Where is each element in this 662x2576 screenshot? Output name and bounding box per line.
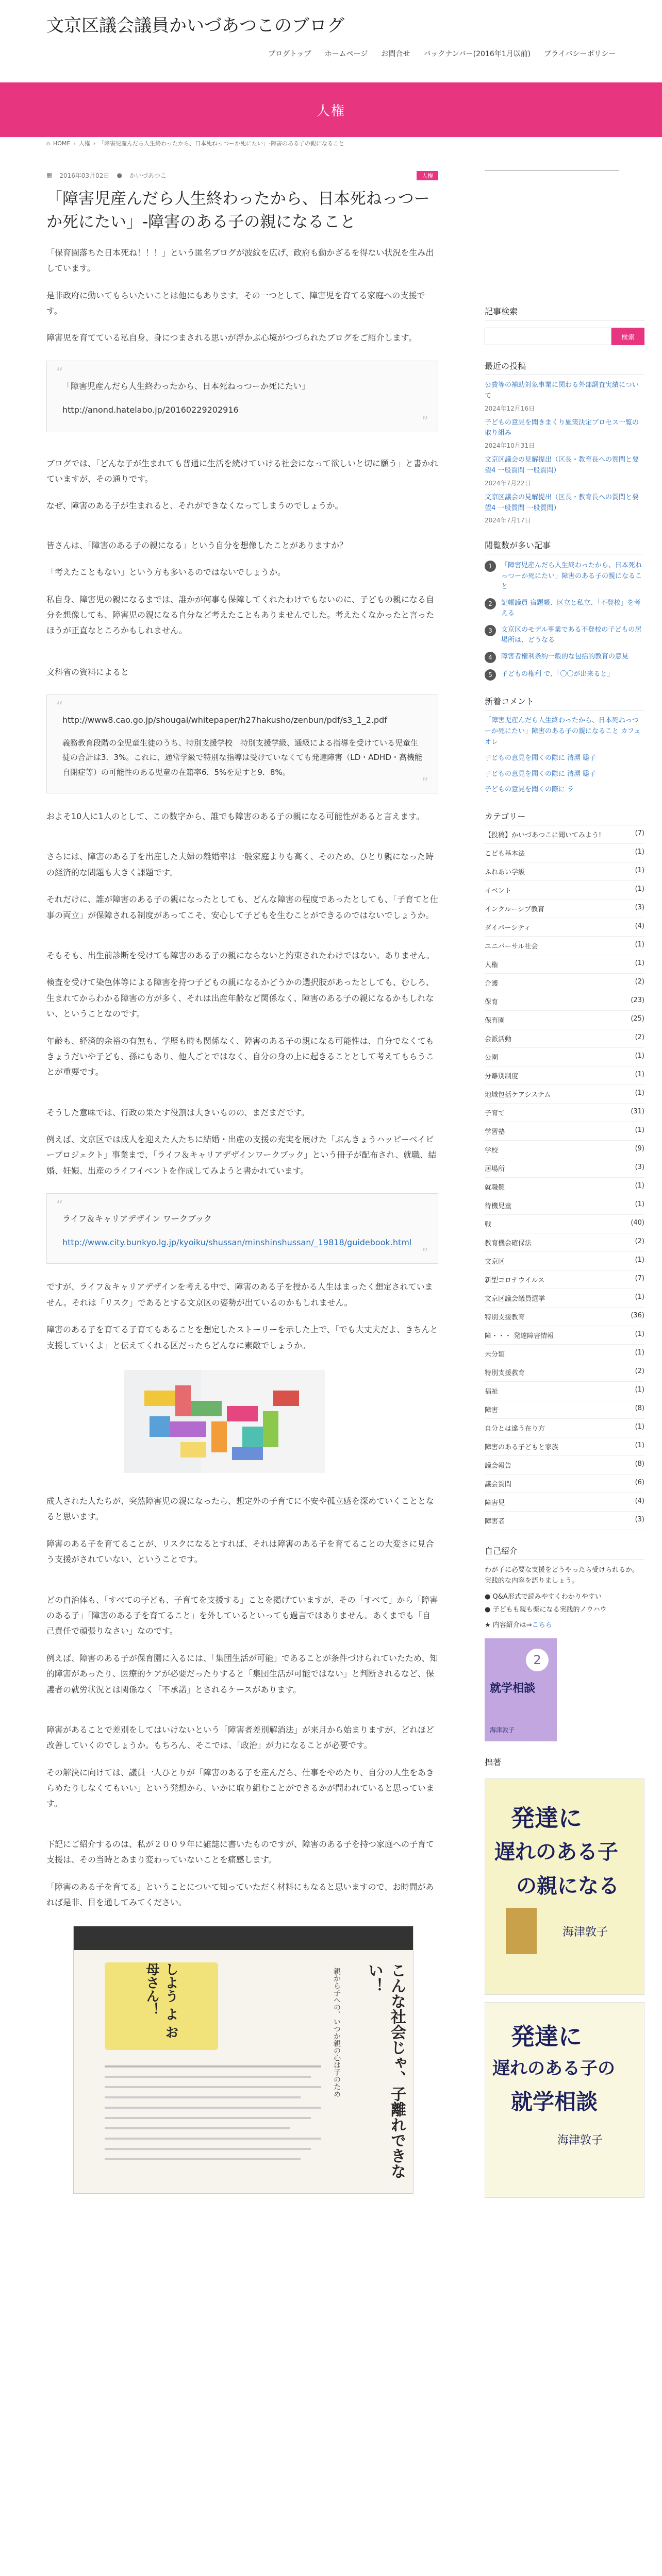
category-count: (1)	[635, 1442, 644, 1450]
category-name: イベント	[485, 887, 512, 895]
workbook-link[interactable]: http://www.city.bunkyo.lg.jp/kyoiku/shussan/minshinshussan/_19818/guidebook.html	[62, 1237, 412, 1247]
paragraph: 是非政府に動いてもらいたいことは他にもあります。その一つとして、障害児を育てる家庭への支援です。	[46, 290, 425, 316]
text-line	[105, 2086, 321, 2088]
category-name: 福祉	[485, 1388, 499, 1396]
category-list	[485, 825, 644, 1530]
category-item[interactable]	[485, 1345, 644, 1363]
paragraph: 私自身、障害児の親になるまでは、誰かが何事も保障してくれたわけでもないのに、子どもの親になる自分を想像しても、障害児の親になる自分など考えたこともありませんでした。考えたくなかったと言ったほうが正直なところかもしれません。	[46, 594, 435, 636]
category-name: 障・・・ 発達障害情報	[485, 1332, 554, 1341]
sidebar	[485, 170, 644, 2198]
category-count: (1)	[635, 959, 644, 968]
category-name: 子育て	[485, 1110, 505, 1118]
category-count: (31)	[631, 1108, 644, 1116]
blockquote	[46, 694, 438, 793]
category-count: (1)	[635, 941, 644, 949]
recent-post-date: 2024年7月17日	[485, 517, 531, 524]
category-count: (23)	[631, 996, 644, 1005]
ranking-item[interactable]	[485, 561, 644, 591]
intro-list-text: 子どもも親も楽になる実践的ノウハウ	[492, 1605, 607, 1614]
ranking-item[interactable]	[485, 652, 644, 663]
breadcrumb-category[interactable]: 人権	[78, 140, 90, 147]
category-count: (9)	[635, 1145, 644, 1153]
rank-number: 5	[485, 669, 496, 681]
category-item[interactable]	[485, 1233, 644, 1252]
paragraph: 皆さんは、「障害のある子の親になる」という自分を想像したことがありますか？	[46, 540, 348, 550]
ranking-item[interactable]	[485, 598, 644, 619]
category-item[interactable]	[485, 937, 644, 955]
magazine-caption: しよう よ お母さん！	[105, 1962, 218, 2050]
book-author: 海津敦子	[562, 1926, 608, 1939]
recent-posts-title: 最近の投稿	[485, 360, 644, 375]
category-item[interactable]	[485, 900, 644, 918]
category-name: 人権	[485, 961, 499, 970]
category-name: 保育園	[485, 1017, 505, 1025]
category-count: (1)	[635, 1200, 644, 1209]
intro-list-text: Q&A形式で読みやすくわかりやすい	[492, 1592, 602, 1601]
book-title: 遅れのある子	[494, 1840, 618, 1865]
category-count: (40)	[631, 1219, 644, 1227]
post-meta	[46, 170, 438, 180]
category-count: (2)	[635, 1033, 644, 1042]
text-line	[105, 2158, 301, 2160]
recent-post-date: 2024年10月31日	[485, 442, 535, 450]
category-count: (1)	[635, 1071, 644, 1079]
book-cover-small[interactable]	[485, 1638, 557, 1741]
ranking-link[interactable]: 文京区のモデル事業である不登校の子どもの居場所は、どうなる	[501, 626, 642, 645]
category-item[interactable]	[485, 1159, 644, 1178]
category-name: 会派活動	[485, 1036, 512, 1044]
quote-open-icon: “	[56, 699, 63, 715]
category-item[interactable]	[485, 1382, 644, 1400]
category-name: 議会質問	[485, 1481, 512, 1489]
category-item[interactable]	[485, 1048, 644, 1066]
user-icon: ●	[117, 172, 122, 179]
category-name: 特別支援教育	[485, 1369, 525, 1378]
category-item[interactable]	[485, 1215, 644, 1233]
category-item[interactable]	[485, 1085, 644, 1104]
category-name: 介護	[485, 980, 499, 988]
paragraph: 年齢も、経済的余裕の有無も、学歴も時も関係なく、障害のある子の親になる可能性は、自分でなくてもきょうだいや子ども、孫にもあり、他人ごとではなく、自分の身の上に起きることとして考えてもらうことが重要です。	[46, 1036, 434, 1077]
quote-text: ライフ＆キャリアデザイン ワークブック	[62, 1214, 212, 1224]
paragraph: 成人された人たちが、突然障害児の親になったら、想定外の子育てに不安や孤立感を深めていくこととなると思います。	[46, 1496, 435, 1522]
category-name: 就職難	[485, 1184, 505, 1192]
category-item[interactable]	[485, 844, 644, 862]
category-item[interactable]	[485, 1363, 644, 1382]
book-author: 海津敦子	[490, 1726, 515, 1734]
category-name: 障害	[485, 1406, 499, 1415]
intro-link-row	[485, 1620, 644, 1631]
post-author[interactable]: かいづあつこ	[129, 172, 167, 179]
category-count: (3)	[635, 904, 644, 912]
paragraph: そもそも、出生前診断を受けても障害のある子の親にならないと約束されたわけではない。ありません。	[46, 950, 435, 960]
paragraph: ですが、ライフ＆キャリアデザインを考える中で、障害のある子を授かる人生はまったく想定されていません。それは「リスク」であるとする文京区の姿勢が出ているのかもしれません。	[46, 1282, 433, 1308]
calendar-icon: ▦	[46, 172, 53, 179]
category-name: 居場所	[485, 1165, 505, 1174]
category-item[interactable]	[485, 1400, 644, 1419]
toy-blocks-image	[46, 1370, 438, 1473]
paragraph: およそ10人に1人のとして、この数字から、誰でも障害のある子の親になる可能性があると言えます。	[46, 811, 424, 822]
quote-open-icon: “	[56, 365, 63, 381]
intro-list-item: ● Q&A形式で読みやすくわかりやすい	[485, 1592, 602, 1601]
toy-blocks-illustration	[46, 1370, 438, 1473]
comments-title: 新着コメント	[485, 695, 644, 710]
category-name: 文京区議会議員選挙	[485, 1295, 545, 1303]
category-name: 分離別制度	[485, 1073, 519, 1081]
category-hero	[0, 82, 662, 137]
category-item[interactable]	[485, 1475, 644, 1493]
recent-post-link[interactable]: 文京区議会の見解提出（区長・教育長への質問と要望4 一般質問 一般質問）	[485, 493, 639, 512]
category-item[interactable]	[485, 1104, 644, 1122]
quote-close-icon: ”	[421, 775, 428, 791]
comment-link[interactable]: 「障害児産んだら人生終わったから、日本死ねっつーか死にたい」障害のある子の親になること カフェオレ	[485, 717, 641, 746]
text-line	[105, 2117, 311, 2119]
category-item[interactable]	[485, 1419, 644, 1437]
category-count: (1)	[635, 885, 644, 893]
category-item[interactable]	[485, 1270, 644, 1289]
category-count: (36)	[631, 1312, 644, 1320]
home-icon: ⌂	[46, 140, 50, 147]
category-item[interactable]	[485, 1196, 644, 1215]
category-count: (8)	[635, 1404, 644, 1413]
paragraph: 障害児を育てている私自身、身につまされる思いが浮かぶ心境がつづられたブログをご紹介します。	[46, 333, 417, 343]
paragraph: その解決に向けては、議員一人ひとりが「障害のある子を産んだら、仕事をやめたり、自分の人生をあきらめたりしなくてもいい」という発想から、いかに取り組むことができるかが問われていると思っています。	[46, 1767, 435, 1809]
paragraph: 「考えたこともない」という方も多いるのではないでしょうか。	[46, 567, 286, 578]
intro-link-label: ★ 内容紹介は⇒	[485, 1621, 532, 1630]
intro-link[interactable]: こちら	[532, 1621, 552, 1630]
category-name: ユニバーサル社会	[485, 943, 538, 951]
text-line	[105, 2107, 321, 2109]
category-count: (1)	[635, 1386, 644, 1394]
category-count: (3)	[635, 1516, 644, 1524]
category-count: (1)	[635, 1330, 644, 1338]
category-count: (3)	[635, 1163, 644, 1172]
book-photo	[506, 1908, 537, 1954]
text-line	[105, 2096, 301, 2098]
ranking-link[interactable]: 記帳議員 宿題帳、区立と私立、「不登校」を考える	[501, 599, 641, 617]
chevron-right-icon: ›	[73, 140, 76, 147]
text-line	[105, 2127, 290, 2129]
category-item[interactable]	[485, 1326, 644, 1345]
intro-title: 自己紹介	[485, 1545, 644, 1560]
chevron-right-icon: ›	[93, 140, 96, 147]
quote-close-icon: ”	[421, 1246, 428, 1262]
category-name: 特別支援教育	[485, 1314, 525, 1322]
search-title: 記事検索	[485, 305, 644, 320]
recent-post-link[interactable]: 文京区議会の見解提出（区長・教育長への質問と要望4 一般質問 一般質問）	[485, 456, 639, 474]
category-name: ふれあい学級	[485, 869, 525, 877]
paragraph: 障害のある子を育てる子育てもあることを想定したストーリーを示した上で、「でも大丈夫だよ、きちんと支援していくよ」と伝えてくれる区だったらどんなに素敵でしょうか。	[46, 1325, 438, 1350]
paragraph: どの自治体も、「すべての子ども、子育てを支援する」ことを掲げていますが、その「すべて」から「障害のある子」「障害のある子を育てること」を外しているといっても過言ではありません。あくまでも「自己責任で頑張りなさい」なのです。	[46, 1595, 438, 1636]
category-name: 障害者	[485, 1518, 505, 1526]
category-name: 教育機会確保法	[485, 1240, 532, 1248]
category-name: 文京区	[485, 1258, 505, 1266]
category-item[interactable]	[485, 1066, 644, 1085]
ranking-link[interactable]: 「障害児産んだら人生終わったから、日本死ねっつーか死にたい」障害のある子の親になること	[501, 562, 642, 590]
category-count: (7)	[635, 829, 644, 838]
category-item[interactable]	[485, 862, 644, 881]
paragraph: 文科省の資料によると	[46, 667, 129, 677]
category-count: (2)	[635, 1238, 644, 1246]
category-name: 公園	[485, 1054, 499, 1062]
category-name: 保育	[485, 998, 499, 1007]
magazine-header-band	[74, 1926, 413, 1950]
category-count: (1)	[635, 1089, 644, 1097]
breadcrumb-home[interactable]: HOME	[53, 140, 71, 147]
category-count: (1)	[635, 1293, 644, 1301]
category-item[interactable]	[485, 881, 644, 900]
magazine-headline: こんな社会じゃ、子離れできない！	[365, 1962, 406, 2179]
quote-close-icon: ”	[421, 414, 428, 430]
ranking-item[interactable]	[485, 669, 644, 681]
category-count: (25)	[631, 1015, 644, 1023]
rank-number: 3	[485, 625, 496, 636]
category-name: ダイバーシティ	[485, 924, 531, 933]
category-item[interactable]	[485, 1512, 644, 1530]
blockquote	[46, 361, 438, 432]
category-count: (1)	[635, 1052, 644, 1060]
quote-open-icon: “	[56, 1198, 63, 1214]
category-title: 人権	[316, 103, 345, 119]
category-count: (2)	[635, 978, 644, 986]
volume-badge: 2	[526, 1649, 549, 1671]
comment-link[interactable]: 子どもの意見を聞くの際に ラ	[485, 786, 574, 794]
quote-text: 「障害児産んだら人生終わったから、日本死ねっつーか死にたい」	[62, 381, 310, 391]
category-count: (6)	[635, 1479, 644, 1487]
category-item[interactable]	[485, 1178, 644, 1196]
category-item[interactable]	[485, 1437, 644, 1456]
book-cover-large[interactable]	[485, 2002, 644, 2198]
text-line	[105, 2148, 311, 2150]
category-count: (4)	[635, 922, 644, 930]
quote-url: http://anond.hatelabo.jp/20160229202916	[62, 405, 239, 415]
book-title: 発達に	[511, 2023, 582, 2051]
recent-post-link[interactable]: 子どもの意見を聞きまくり施策決定プロセス一覧の取り組み	[485, 418, 639, 437]
paragraph: 「障害のある子を育てる」ということについて知っていただく材料にもなると思いますので、お時間があれば是非、目を通してみてください。	[46, 1882, 434, 1908]
category-count: (7)	[635, 1275, 644, 1283]
magazine-subhead: 親から子への、いつか親の心は子のため	[333, 1968, 341, 2098]
category-count: (8)	[635, 1460, 644, 1468]
intro-text: わが子に必要な支援をどうやったら受けられるか。実践的な内容を語りましょう。	[485, 1566, 639, 1585]
paragraph: 下記にご紹介するのは、私が２００９年に雑誌に書いたものですが、障害のある子を持つ家庭への子育て支援は、その当時とあまり変わっていないことを痛感します。	[46, 1839, 435, 1865]
category-item[interactable]	[485, 1122, 644, 1141]
category-name: 議会報告	[485, 1462, 512, 1470]
nav-homepage[interactable]: ホームページ	[324, 50, 368, 58]
category-item[interactable]	[485, 1252, 644, 1270]
ranking-link[interactable]: 障害者権利条約一般的な包括的教育の意見	[501, 653, 629, 661]
ranking-link[interactable]: 子どもの権利 で、「〇〇が出来ると」	[501, 670, 614, 679]
authors-title: 拙著	[485, 1756, 644, 1771]
search-form	[485, 328, 644, 345]
category-name: こども基本法	[485, 850, 525, 858]
paragraph: ブログでは、「どんな子が生まれても普通に生活を続けていける社会になって欲しいと切に願う」と書かれていますが、その通りです。	[46, 458, 439, 484]
paragraph: 例えば、障害のある子が保育園に入るには、「集団生活が可能」であることが条件づけられていたため、知的障害があったり、医療的ケアが必要だったりすると「集団生活が可能ではない」と判断されるなど、保護者の就労状況とは関係なく「不承諾」とされるケースがあります。	[46, 1653, 438, 1694]
category-name: 待機児童	[485, 1202, 512, 1211]
category-name: 障害のある子どもと家族	[485, 1444, 559, 1452]
ranking-title: 閲覧数が多い記事	[485, 539, 644, 554]
category-item[interactable]	[485, 825, 644, 844]
category-badge[interactable]: 人権	[417, 171, 438, 180]
book-author: 海津敦子	[557, 2134, 603, 2147]
category-item[interactable]	[485, 1029, 644, 1048]
category-count: (1)	[635, 1256, 644, 1264]
category-item[interactable]	[485, 992, 644, 1011]
category-name: 地域包括ケアシステム	[485, 1091, 551, 1099]
paragraph: 例えば、文京区では成人を迎えた人たちに結婚・出産の支援の充実を展けた「ぶんきょうハッピーベイビープロジェクト」事業まで、「ライフ＆キャリアデザインワークブック」という冊子が配布され、就職、結婚、妊娠、出産のライフイベントを作成してみようと書かれています。	[46, 1134, 437, 1176]
nav-privacy[interactable]: プライバシーポリシー	[544, 50, 616, 58]
ranking-item[interactable]	[485, 625, 644, 646]
site-header	[0, 0, 662, 82]
text-line	[105, 2076, 311, 2078]
category-name: 障害児	[485, 1499, 505, 1507]
category-item[interactable]	[485, 1289, 644, 1308]
category-count: (2)	[635, 1367, 644, 1376]
nav-contact[interactable]: お問合せ	[381, 50, 410, 58]
category-item[interactable]	[485, 1308, 644, 1326]
category-count: (1)	[635, 1349, 644, 1357]
nav-backnumber[interactable]: バックナンバー(2016年1月以前)	[423, 50, 531, 58]
paragraph: 検査を受けて染色体等による障害を持つ子どもの親になるかどうかの選択肢があったとしても、むしろ、生まれてからわかる障害の方が多く、それは出産年齢など関係なく、障害のある子の親になるかもしれない、ということなのです。	[46, 977, 434, 1019]
breadcrumb	[46, 139, 344, 147]
category-count: (1)	[635, 848, 644, 856]
rank-number: 1	[485, 561, 496, 572]
categories-title: カテゴリー	[485, 810, 644, 825]
category-item[interactable]	[485, 974, 644, 992]
category-name: 新型コロナウイルス	[485, 1277, 545, 1285]
category-item[interactable]	[485, 1456, 644, 1475]
text-line	[105, 2065, 321, 2067]
book-title: 遅れのある子の	[492, 2058, 615, 2079]
recent-post-link[interactable]: 公費等の補助対象事業に関わる外部調査実績について	[485, 381, 639, 400]
category-item[interactable]	[485, 918, 644, 937]
paragraph: 障害があることで差別をしてはいけないという「障害者差別解消法」が来月から始まりますが、どれほど改善していくのでしょうか。もちろん、そこでは、「政治」が力になることが必要です。	[46, 1724, 435, 1751]
category-name: 【投稿】かいづあつこに聞いてみよう!	[485, 832, 602, 840]
recent-post-date: 2024年12月16日	[485, 404, 535, 412]
rank-number: 2	[485, 598, 496, 609]
banner-placeholder	[485, 170, 619, 171]
search-button[interactable]: 検索	[611, 328, 644, 345]
category-count: (1)	[635, 1182, 644, 1190]
category-item[interactable]	[485, 955, 644, 974]
paragraph: そうした意味では、行政の果たす役割は大きいものの、まだまだです。	[46, 1107, 310, 1117]
book-title: の親になる	[516, 1874, 619, 1899]
book-title: 就学相談	[490, 1682, 536, 1696]
article	[46, 170, 438, 2194]
book-title: 発達に	[511, 1804, 582, 1833]
text-line	[105, 2138, 321, 2140]
intro-list-item: ● 子どもも親も楽になる実践的ノウハウ	[485, 1605, 607, 1614]
paragraph: 障害のある子を育てることが、リスクになるとすれば、それは障害のある子を育てることの大変さに見合う支援がされていない、ということです。	[46, 1538, 434, 1565]
rank-number: 4	[485, 652, 496, 663]
post-title: 「障害児産んだら人生終わったから、日本死ねっつーか死にたい」-障害のある子の親になること	[46, 190, 430, 231]
category-name: 学習塾	[485, 1128, 505, 1137]
category-item[interactable]	[485, 1011, 644, 1029]
category-item[interactable]	[485, 1141, 644, 1159]
nav-blog-top[interactable]: ブログトップ	[268, 50, 311, 58]
blockquote	[46, 1193, 438, 1264]
category-count: (4)	[635, 1497, 644, 1505]
search-input[interactable]	[485, 328, 611, 345]
comment-link[interactable]: 子どもの意見を聞くの際に 清湧 聡子	[485, 770, 597, 778]
category-count: (1)	[635, 867, 644, 875]
comment-link[interactable]: 子どもの意見を聞くの際に 清湧 聡子	[485, 754, 597, 762]
paragraph: それだけに、誰が障害のある子の親になったとしても、どんな障害の程度であったとしても、「子育てと仕事の両立」が保障される制度があってこそ、安心して子どもを生むことができるのではないでしょうか。	[46, 894, 438, 920]
global-nav	[268, 48, 616, 59]
category-name: インクルーシブ教育	[485, 906, 545, 914]
magazine-scan-image	[73, 1926, 413, 2194]
category-count: (1)	[635, 1423, 644, 1431]
category-item[interactable]	[485, 1493, 644, 1512]
breadcrumb-current: 「障害児産んだら人生終わったから、日本死ねっつーか死にたい」-障害のある子の親になること	[98, 140, 345, 147]
paragraph: 「保育園落ちた日本死ね！！！」という匿名ブログが波紋を広げ、政府も動かざるを得ない状況を生み出しています。	[46, 247, 434, 274]
book-title: 就学相談	[511, 2089, 598, 2115]
quote-text: 義務教育段階の全児童生徒のうち、特別支援学校 特別支援学級、通級による指導を受けている児童生徒の合計は3．3%。これに、通常学級で特別な指導は受けていなくても発達障害（LD・ADHD・高機能自閉症等）の可能性のある児童の在籍率6．5%を足すと9．8%。	[62, 738, 422, 777]
post-date: 2016年03月02日	[59, 172, 110, 179]
paragraph: なぜ、障害のある子が生まれると、それができなくなってしまうのでしょうか。	[46, 501, 343, 511]
book-cover-large[interactable]	[485, 1778, 644, 1995]
category-name: 未分類	[485, 1351, 505, 1359]
category-name: 自分とは違う在り方	[485, 1425, 545, 1433]
paragraph: さらには、障害のある子を出産した夫婦の離婚率は一般家庭よりも高く、そのため、ひとり親になった時の経済的な問題も大きく課題です。	[46, 852, 434, 877]
quote-url: http://www8.cao.go.jp/shougai/whitepaper/h27hakusho/zenbun/pdf/s3_1_2.pdf	[62, 715, 387, 725]
category-count: (1)	[635, 1126, 644, 1134]
category-name: 戦	[485, 1221, 492, 1229]
recent-post-date: 2024年7月22日	[485, 479, 531, 487]
site-title[interactable]: 文京区議会議員かいづあつこのブログ	[46, 15, 344, 36]
category-name: 学校	[485, 1147, 499, 1155]
